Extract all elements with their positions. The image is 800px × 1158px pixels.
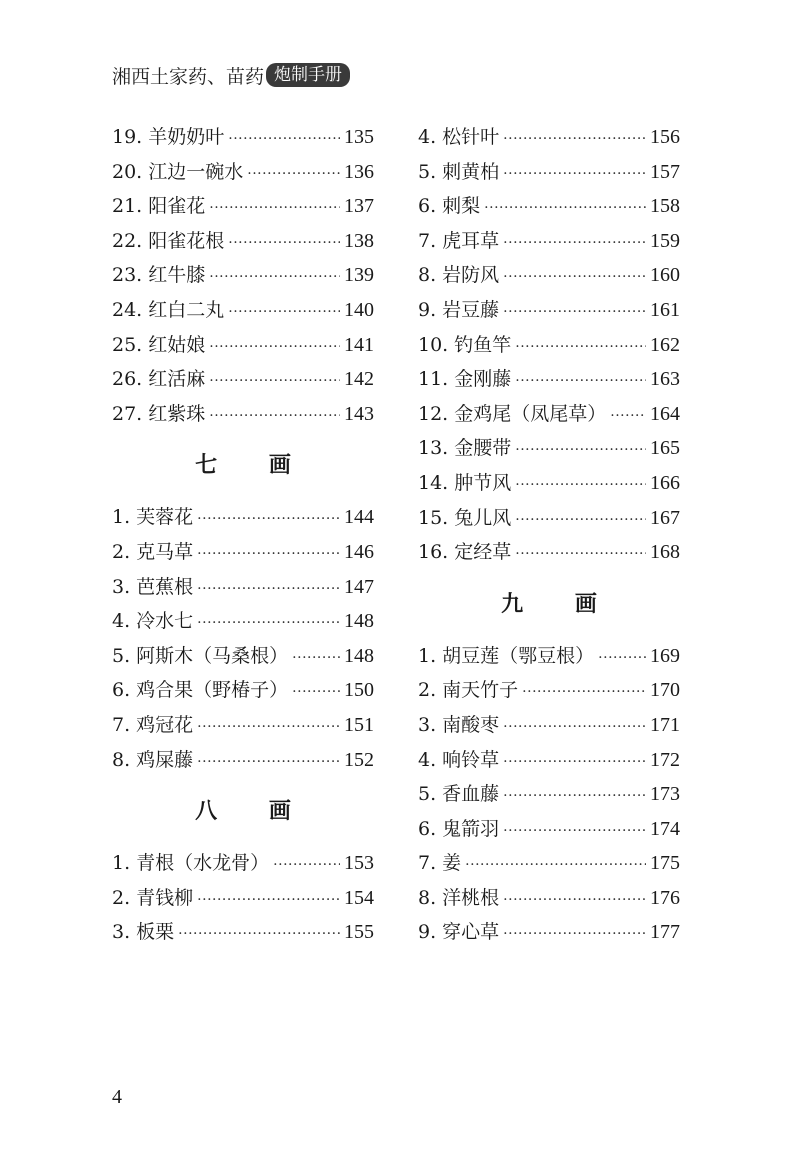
toc-entry-page: 163	[650, 368, 680, 391]
toc-entry	[112, 604, 374, 639]
toc-entry-page: 137	[344, 195, 374, 218]
toc-entry-title: 8. 鸡屎藤	[112, 748, 194, 771]
dot-leader	[292, 675, 340, 710]
toc-entry-title: 23. 红牛膝	[112, 264, 206, 287]
toc-entry-page: 176	[650, 886, 680, 909]
dot-leader	[503, 260, 646, 295]
toc-entry-page: 173	[650, 783, 680, 806]
toc-entry	[418, 397, 680, 432]
dot-leader	[292, 641, 340, 676]
toc-entry	[112, 881, 374, 916]
toc-entry	[112, 639, 374, 674]
toc-entry	[418, 881, 680, 916]
toc-entry-title: 5. 阿斯木（马桑根）	[112, 644, 289, 667]
dot-leader	[209, 364, 340, 399]
toc-entry	[418, 535, 680, 570]
toc-entry-page: 151	[344, 713, 374, 736]
toc-entry	[112, 915, 374, 950]
dot-leader	[484, 191, 646, 226]
toc-entry-title: 8. 岩防风	[418, 264, 500, 287]
toc-entry-title: 26. 红活麻	[112, 368, 206, 391]
toc-entry-title: 24. 红白二丸	[112, 298, 225, 321]
book-title-badge: 炮制手册	[266, 63, 350, 87]
toc-entry-title: 10. 钓鱼竿	[418, 333, 512, 356]
toc-entry	[418, 777, 680, 812]
toc-entry-page: 167	[650, 506, 680, 529]
dot-leader	[515, 468, 646, 503]
toc-entry	[112, 397, 374, 432]
toc-entry-page: 143	[344, 402, 374, 425]
toc-entry-page: 160	[650, 264, 680, 287]
toc-entry-page: 159	[650, 229, 680, 252]
toc-entry-title: 5. 香血藤	[418, 783, 500, 806]
toc-entry	[418, 466, 680, 501]
toc-entry-title: 2. 克马草	[112, 540, 194, 563]
toc-entry-title: 7. 鸡冠花	[112, 713, 194, 736]
toc-entry-title: 19. 羊奶奶叶	[112, 126, 225, 148]
toc-entry-title: 20. 江边一碗水	[112, 160, 244, 183]
toc-entry-title: 12. 金鸡尾（凤尾草）	[418, 402, 607, 425]
toc-entry-title: 9. 穿心草	[418, 921, 500, 944]
dot-leader	[503, 917, 646, 952]
dot-leader	[515, 537, 646, 572]
dot-leader	[515, 330, 646, 365]
dot-leader	[465, 848, 646, 883]
toc-entry-page: 158	[650, 195, 680, 218]
dot-leader	[503, 710, 646, 745]
toc-entry	[418, 846, 680, 881]
toc-entry-title: 1. 青根（水龙骨）	[112, 852, 270, 875]
toc-entry-title: 3. 板栗	[112, 921, 175, 944]
toc-entry-title: 9. 岩豆藤	[418, 298, 500, 321]
toc-entry-page: 142	[344, 368, 374, 391]
toc-entry-page: 144	[344, 506, 374, 529]
running-header	[112, 62, 350, 88]
toc-entry	[418, 708, 680, 743]
dot-leader	[503, 157, 646, 192]
toc-entry-page: 140	[344, 298, 374, 321]
dot-leader	[598, 641, 646, 676]
toc-entry-title: 22. 阳雀花根	[112, 229, 225, 252]
toc-entry-page: 155	[344, 921, 374, 944]
toc-entry	[112, 328, 374, 363]
toc-entry-title: 2. 青钱柳	[112, 886, 194, 909]
toc-entry	[418, 224, 680, 259]
page-number: 4	[112, 1086, 122, 1108]
toc-entry-page: 175	[650, 852, 680, 875]
dot-leader	[247, 157, 340, 192]
toc-left-column	[112, 120, 374, 950]
toc-entry	[112, 570, 374, 605]
toc-entry	[418, 120, 680, 155]
dot-leader	[228, 122, 340, 157]
dot-leader	[209, 330, 340, 365]
dot-leader	[515, 364, 646, 399]
toc-entry-title: 2. 南天竹子	[418, 679, 519, 702]
toc-entry-title: 6. 刺梨	[418, 195, 481, 218]
dot-leader	[515, 433, 646, 468]
toc-entry-page: 146	[344, 540, 374, 563]
toc-entry-page: 148	[344, 644, 374, 667]
toc-entry-title: 16. 定经草	[418, 541, 512, 564]
toc-entry	[418, 501, 680, 536]
toc-entry-title: 7. 虎耳草	[418, 229, 500, 252]
toc-entry-page: 153	[344, 852, 374, 875]
toc-entry-page: 165	[650, 437, 680, 460]
toc-entry	[418, 915, 680, 950]
toc-entry-page: 161	[650, 298, 680, 321]
toc-entry-page: 136	[344, 160, 374, 183]
toc-entry-page: 166	[650, 471, 680, 494]
toc-entry-title: 11. 金刚藤	[418, 368, 512, 391]
toc-entry-page: 141	[344, 333, 374, 356]
toc-entry-page: 135	[344, 126, 374, 148]
dot-leader	[503, 745, 646, 780]
toc-entry-title: 27. 红紫珠	[112, 402, 206, 425]
toc-entry-title: 13. 金腰带	[418, 437, 512, 460]
dot-leader	[228, 295, 340, 330]
dot-leader	[503, 122, 646, 157]
toc-entry-page: 154	[344, 886, 374, 909]
dot-leader	[197, 537, 340, 572]
toc-entry	[112, 846, 374, 881]
toc-entry-title: 4. 松针叶	[418, 126, 500, 148]
toc-entry	[112, 258, 374, 293]
toc-entry-title: 6. 鸡合果（野椿子）	[112, 679, 289, 702]
dot-leader	[209, 399, 340, 434]
toc-entry	[418, 812, 680, 847]
toc-group	[112, 120, 374, 431]
toc-entry	[112, 708, 374, 743]
toc-entry-page: 172	[650, 748, 680, 771]
dot-leader	[273, 848, 340, 883]
toc-entry-page: 169	[650, 644, 680, 667]
toc-entry-page: 162	[650, 333, 680, 356]
toc-group	[112, 500, 374, 777]
toc-entry-title: 7. 姜	[418, 852, 462, 875]
toc-entry-page: 170	[650, 679, 680, 702]
toc-entry	[112, 500, 374, 535]
toc-entry	[418, 155, 680, 190]
toc-entry	[112, 155, 374, 190]
toc-entry	[418, 639, 680, 674]
dot-leader	[209, 191, 340, 226]
toc-entry	[418, 743, 680, 778]
toc-entry	[112, 120, 374, 155]
toc-entry	[418, 673, 680, 708]
toc-entry-page: 156	[650, 126, 680, 148]
section-heading-eight-strokes: 八 画	[195, 799, 313, 825]
dot-leader	[197, 883, 340, 918]
toc-entry-page: 138	[344, 229, 374, 252]
toc-entry	[418, 431, 680, 466]
toc-entry	[418, 293, 680, 328]
toc-entry-page: 168	[650, 541, 680, 564]
toc-entry-title: 21. 阳雀花	[112, 195, 206, 218]
toc-entry-title: 15. 兔儿风	[418, 506, 512, 529]
toc-entry-title: 25. 红姑娘	[112, 333, 206, 356]
toc-entry-page: 174	[650, 817, 680, 840]
toc-entry-title: 4. 响铃草	[418, 748, 500, 771]
toc-entry-title: 4. 冷水七	[112, 610, 194, 633]
dot-leader	[228, 226, 340, 261]
dot-leader	[503, 883, 646, 918]
dot-leader	[522, 675, 646, 710]
toc-entry	[112, 293, 374, 328]
toc-entry-page: 139	[344, 264, 374, 287]
toc-entry	[112, 743, 374, 778]
book-title: 湘西土家药、苗药	[112, 65, 265, 88]
dot-leader	[503, 814, 646, 849]
toc-entry-page: 157	[650, 160, 680, 183]
toc-entry-title: 14. 肿节风	[418, 471, 512, 494]
toc-entry	[112, 362, 374, 397]
toc-entry-page: 147	[344, 575, 374, 598]
toc-entry	[418, 258, 680, 293]
toc-entry-title: 3. 芭蕉根	[112, 575, 194, 598]
dot-leader	[503, 226, 646, 261]
toc-group	[418, 120, 680, 570]
toc-entry-title: 6. 鬼箭羽	[418, 817, 500, 840]
toc-entry	[112, 189, 374, 224]
dot-leader	[178, 917, 340, 952]
toc-entry-title: 8. 洋桃根	[418, 886, 500, 909]
dot-leader	[197, 502, 340, 537]
dot-leader	[610, 399, 646, 434]
section-heading-seven-strokes: 七 画	[195, 453, 313, 479]
toc-entry-page: 164	[650, 402, 680, 425]
dot-leader	[503, 295, 646, 330]
toc-entry-page: 150	[344, 679, 374, 702]
toc-entry-title: 5. 刺黄柏	[418, 160, 500, 183]
dot-leader	[197, 606, 340, 641]
toc-entry-page: 171	[650, 713, 680, 736]
dot-leader	[209, 260, 340, 295]
toc-entry-page: 148	[344, 610, 374, 633]
dot-leader	[515, 503, 646, 538]
toc-entry	[418, 189, 680, 224]
toc-entry	[418, 362, 680, 397]
toc-entry	[112, 535, 374, 570]
toc-right-column	[418, 120, 680, 950]
dot-leader	[197, 745, 340, 780]
toc-entry	[112, 673, 374, 708]
toc-entry	[418, 328, 680, 363]
toc-entry-page: 152	[344, 748, 374, 771]
section-heading-nine-strokes: 九 画	[501, 591, 619, 617]
toc-group	[418, 639, 680, 950]
dot-leader	[503, 779, 646, 814]
dot-leader	[197, 710, 340, 745]
toc-entry	[112, 224, 374, 259]
toc-entry-title: 1. 芙蓉花	[112, 506, 194, 529]
toc-entry-title: 3. 南酸枣	[418, 713, 500, 736]
toc-group	[112, 846, 374, 950]
toc-entry-page: 177	[650, 921, 680, 944]
toc-entry-title: 1. 胡豆莲（鄂豆根）	[418, 644, 595, 667]
dot-leader	[197, 572, 340, 607]
